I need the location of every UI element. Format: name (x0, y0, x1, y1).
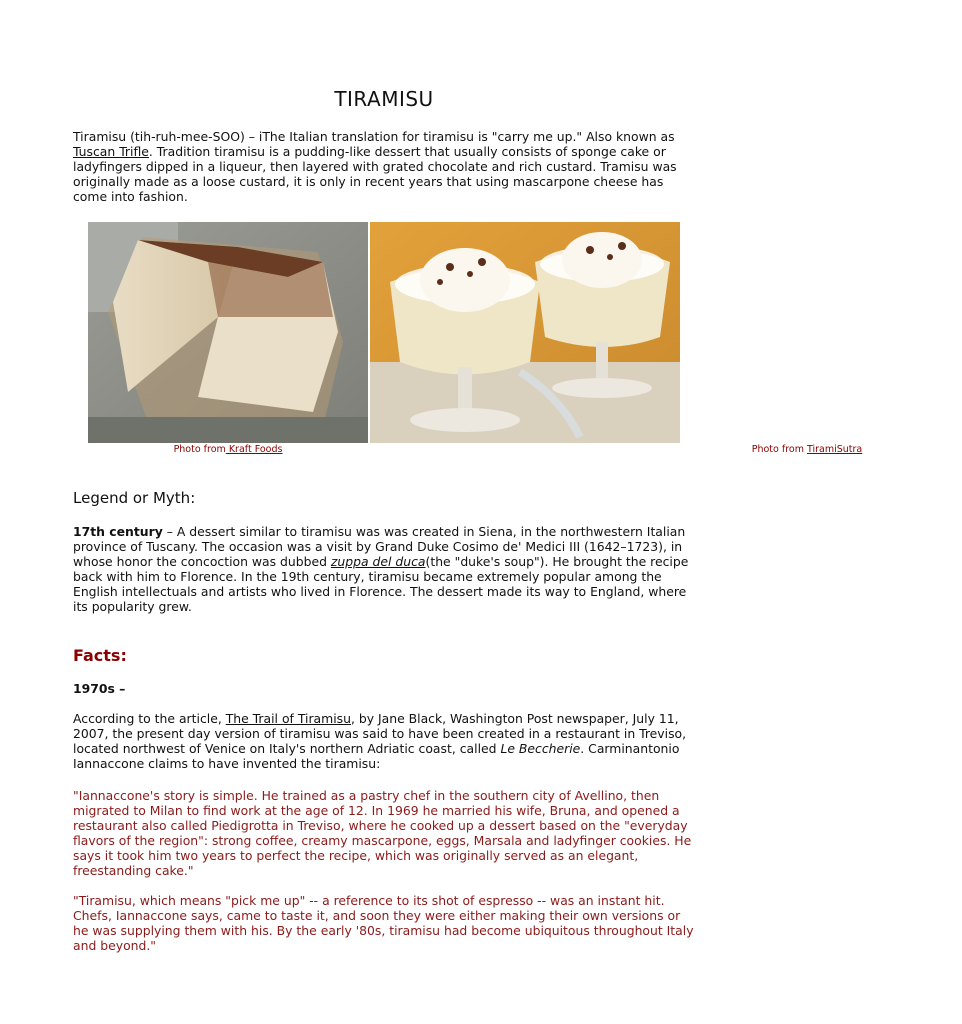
article-text-end: . Carminantonio Iannaccone claims to have invented the tiramisu: (73, 741, 680, 771)
zuppa-del-duca-text: zuppa del duca (330, 554, 426, 569)
tiramisu-cups-photo (370, 222, 863, 455)
century-label: 17th century (73, 524, 163, 539)
caption-prefix: Photo from (751, 444, 807, 455)
le-beccherie-text: Le Beccherie (500, 741, 581, 756)
page-title: TIRAMISU (334, 87, 434, 111)
kraft-foods-link[interactable]: Kraft Foods (225, 444, 283, 455)
article-paragraph (73, 711, 695, 771)
article-text-middle: , by Jane Black, Washington Post newspaper, July 11, 2007, the present day version of tiramisu was said to have been created in a restaurant in Treviso, located northwest of Venice on Italy's northern Adriatic coast, called (73, 711, 687, 756)
kraft-foods-caption (88, 444, 368, 455)
caption-prefix: Photo from (173, 444, 226, 455)
tuscan-trifle-link[interactable]: Tuscan Trifle (73, 144, 149, 159)
article-text-start: According to the article, (73, 711, 226, 726)
decade-label: 1970s – (73, 681, 126, 696)
facts-heading: Facts: (73, 646, 127, 665)
legend-text-start: – A dessert similar to tiramisu was was created in Siena, in the northwestern Italian province of Tuscany. The occasion was a visit by Grand Duke Cosimo de' Medici III (1642–1723), in whose honor the concoction was dubbed (73, 524, 686, 569)
photo-row (88, 222, 863, 458)
tiramisu-cups-icon (370, 222, 680, 443)
intro-paragraph (73, 129, 695, 204)
tiramisu-cake-icon (88, 222, 368, 443)
quote-paragraph-1: "Iannaccone's story is simple. He trained as a pastry chef in the southern city of Avellino, then migrated to Milan to find work at the age of 12. In 1969 he married his wife, Bruna, and opened a restaurant also called Piedigrotta in Treviso, where he cooked up a dessert based on the "everyday flavors of the region": strong coffee, creamy mascarpone, eggs, Marsala and ladyfinger cookies. He says it took him two years to perfect the recipe, which was originally served as an elegant, freestanding cake." (73, 788, 692, 878)
intro-text-start: Tiramisu (tih-ruh-mee-SOO) – iThe Italian translation for tiramisu is "carry me up." Also known as (73, 129, 675, 144)
tiramisutra-caption (652, 444, 962, 455)
intro-text-end: . Tradition tiramisu is a pudding-like dessert that usually consists of sponge cake or ladyfingers dipped in a liqueur, then layered with grated chocolate and rich custard. Tramisu was originally made as a loose custard, it is only in recent years that using mascarpone cheese has come into fashion. (73, 144, 677, 204)
quote-paragraph-2: "Tiramisu, which means "pick me up" -- a reference to its shot of espresso -- was an instant hit. Chefs, Iannaccone says, came to taste it, and soon they were either making their own versions or he was supplying them with his. By the early '80s, tiramisu had become ubiquitous throughout Italy and beyond." (73, 893, 694, 953)
trail-of-tiramisu-link[interactable]: The Trail of Tiramisu (225, 711, 351, 726)
tiramisutra-link[interactable]: TiramiSutra (806, 444, 863, 455)
legend-paragraph (73, 524, 695, 614)
tiramisu-cake-photo (88, 222, 368, 455)
zuppa-del-duca-link[interactable] (331, 554, 426, 569)
legend-text-end: (the "duke's soup"). He brought the recipe back with him to Florence. In the 19th century, tiramisu became extremely popular among the English intellectuals and artists who lived in Florence. The dessert made its way to England, where its popularity grew. (73, 554, 689, 614)
legend-heading: Legend or Myth: (73, 489, 196, 507)
